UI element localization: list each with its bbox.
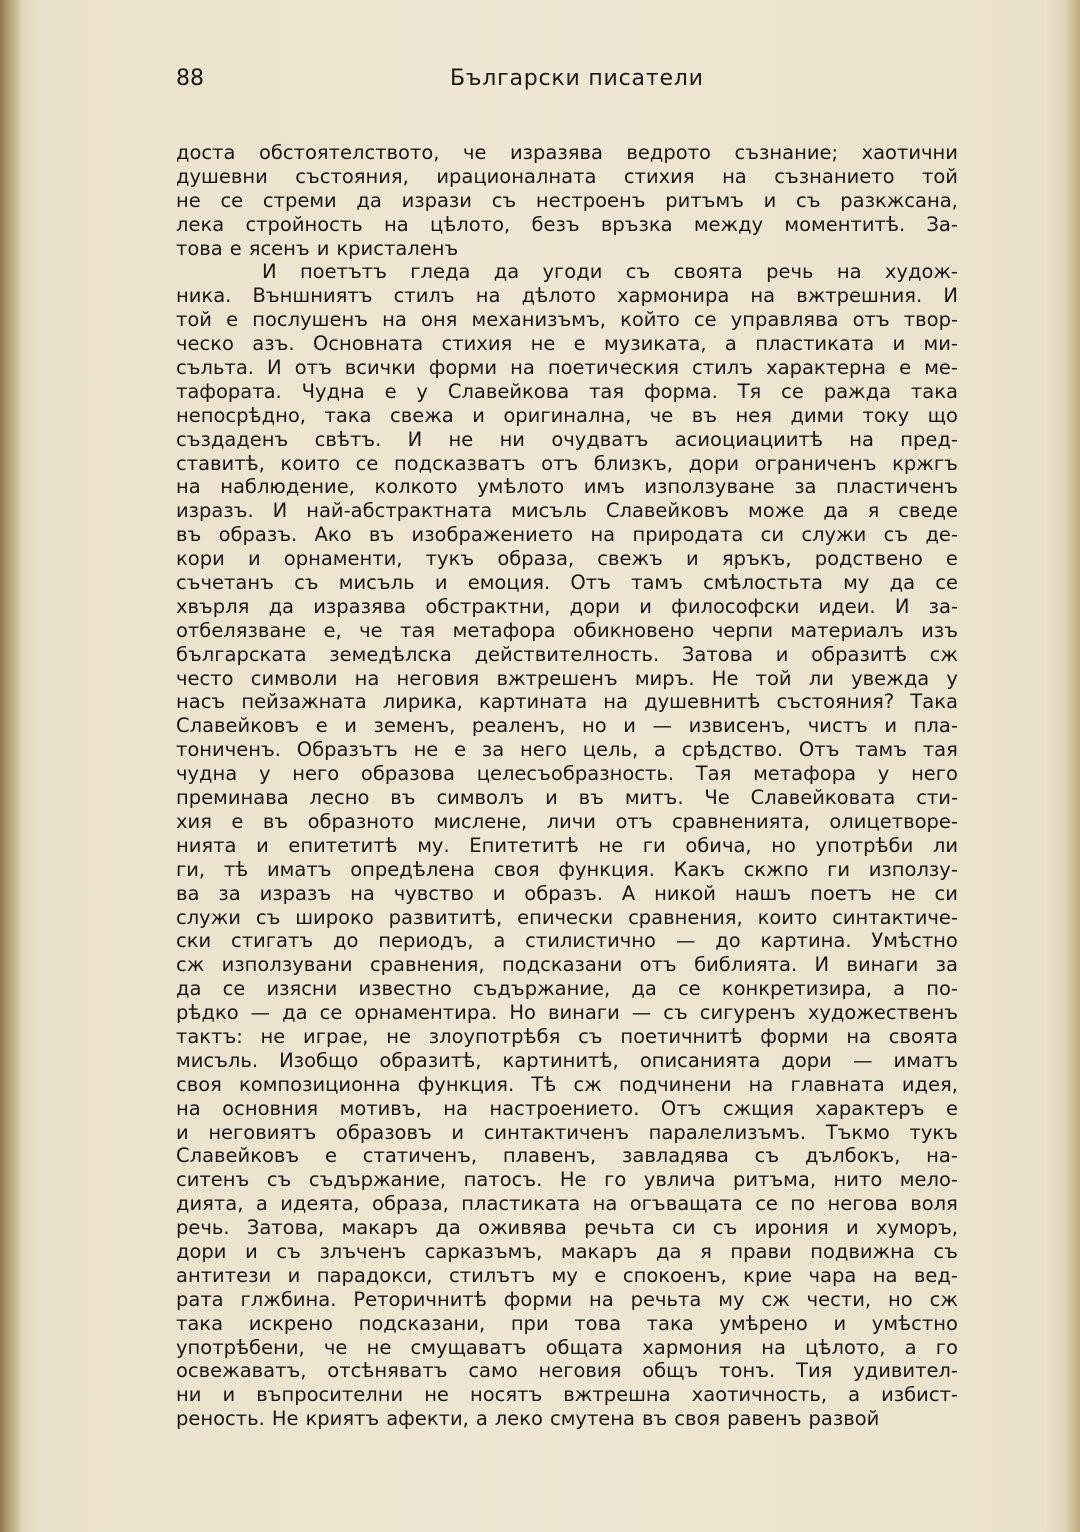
- text-line: на основния мотивъ, на настроението. Отъ сжщия характеръ е: [176, 1096, 958, 1120]
- text-line: съльта. И отъ всички форми на поетическия стилъ характерна е ме-: [176, 356, 958, 380]
- text-line: своя композиционна функция. Тѣ сж подчинени на главната идея,: [176, 1072, 958, 1096]
- text-line: отбелязване е, че тая метафора обикновено черпи материалъ изъ: [176, 618, 958, 642]
- text-line: създаденъ свѣтъ. И не ни очудватъ асиоциациитѣ на пред-: [176, 427, 958, 451]
- page-spine-shadow: [0, 0, 22, 1532]
- text-line: реность. Не криятъ афекти, а леко смутена въ своя равенъ развой: [176, 1407, 880, 1431]
- text-line: чудна у него образова целесъобразность. Тая метафора у него: [176, 762, 958, 786]
- text-line: да се изясни известно съдържание, да се конкретизира, а по-: [176, 977, 958, 1001]
- text-line: антитези и парадокси, стилътъ му е спокоенъ, крие чара на вед-: [176, 1263, 958, 1287]
- text-line: ва за изразъ на чувство и образъ. А никой нашъ поетъ не си: [176, 881, 958, 905]
- text-line: въ образъ. Ако въ изображението на природата си служи съ де-: [176, 523, 958, 547]
- text-line: той е послушенъ на оня механизъмъ, който се управлява отъ твор-: [176, 308, 958, 332]
- page-number: 88: [176, 66, 204, 91]
- text-line: тактъ: не играе, не злоупотрѣбя съ поетичнитѣ форми на своята: [176, 1024, 958, 1048]
- text-line: тафората. Чудна е у Славейкова тая форма. Тя се ражда така: [176, 379, 958, 403]
- text-line: ставитѣ, които се подсказватъ отъ близкъ, дори ограниченъ кржгъ: [176, 451, 958, 475]
- text-line: дията, а идеята, образа, пластиката на огъващата се по негова воля: [176, 1192, 958, 1216]
- text-line: съчетанъ съ мисъль и емоция. Отъ тамъ смѣлостьта му да се: [176, 571, 958, 595]
- text-line: употрѣбени, че не смущаватъ общата хармония на цѣлото, а го: [176, 1335, 958, 1359]
- text-line: ческо азъ. Основната стихия не е музиката, а пластиката и ми-: [176, 332, 958, 356]
- text-line: сж използувани сравнения, подсказани отъ библията. И винаги за: [176, 953, 958, 977]
- page-edge-shadow: [1064, 0, 1080, 1532]
- text-line: често символи на неговия вжтрешенъ миръ. Не той ли увежда у: [176, 666, 958, 690]
- page-header: [0, 62, 1080, 102]
- text-line: преминава лесно въ символъ и въ митъ. Че Славейковата сти-: [176, 786, 958, 810]
- running-title: Български писатели: [450, 66, 704, 91]
- text-line: хвърля да изразява обстрактни, дори и философски идеи. И за-: [176, 594, 958, 618]
- text-line: ни и въпросителни не носятъ вжтрешна хаотичность, а избист-: [176, 1383, 958, 1407]
- text-line: това е ясенъ и кристаленъ: [176, 236, 459, 260]
- text-line: насъ пейзажната лирика, картината на душевнитѣ състояния? Така: [176, 690, 958, 714]
- text-line: кори и орнаменти, тукъ образа, свежъ и яръкъ, родствено е: [176, 547, 958, 571]
- body-text: [176, 141, 958, 1431]
- text-line: изразъ. И най-абстрактната мисъль Славейковъ може да я сведе: [176, 499, 958, 523]
- text-line: И поетътъ гледа да угоди съ своята речь на худож-: [262, 260, 958, 284]
- text-line: служи съ широко развититѣ, епически сравнения, които синтактиче-: [176, 905, 958, 929]
- text-line: лека стройность на цѣлото, безъ връзка между моментитѣ. За-: [176, 212, 958, 236]
- text-line: на наблюдение, колкото умѣлото имъ използуване за пластиченъ: [176, 475, 958, 499]
- text-line: ски стигатъ до периодъ, а стилистично — до картина. Умѣстно: [176, 929, 958, 953]
- text-line: речь. Затова, макаръ да оживява речьта си съ ирония и хуморъ,: [176, 1216, 958, 1240]
- text-line: така искрено подсказани, при това така умѣрено и умѣстно: [176, 1311, 958, 1335]
- text-line: и неговиятъ образовъ и синтактиченъ паралелизъмъ. Тъкмо тукъ: [176, 1120, 958, 1144]
- text-line: ситенъ съ съдържание, патосъ. Не го увлича ритъма, нито мело-: [176, 1168, 958, 1192]
- text-line: тониченъ. Образътъ не е за него цель, а срѣдство. Отъ тамъ тая: [176, 738, 958, 762]
- text-line: българската земедѣлска действителность. Затова и образитѣ сж: [176, 642, 958, 666]
- text-line: непосрѣдно, така свежа и оригинална, че въ нея дими току що: [176, 403, 958, 427]
- text-line: доста обстоятелството, че изразява ведрото съзнание; хаотични: [176, 141, 958, 164]
- text-line: рата глжбина. Реторичнитѣ форми на речьта му сж чести, но сж: [176, 1287, 958, 1311]
- text-line: ги, тѣ иматъ опредѣлена своя функция. Какъ скжпо ги използу-: [176, 857, 958, 881]
- text-line: Славейковъ е статиченъ, плавенъ, завладява съ дълбокъ, на-: [176, 1144, 958, 1168]
- text-line: рѣдко — да се орнаментира. Но винаги — съ сигуренъ художественъ: [176, 1001, 958, 1025]
- text-line: мисъль. Изобщо образитѣ, картинитѣ, описанията дори — иматъ: [176, 1048, 958, 1072]
- text-line: освежаватъ, отсѣняватъ само неговия общъ тонъ. Тия удивител-: [176, 1359, 958, 1383]
- text-line: не се стреми да изрази съ нестроенъ ритъмъ и съ разкжсана,: [176, 188, 958, 212]
- text-line: душевни състояния, ирационалната стихия на съзнанието той: [176, 164, 958, 188]
- text-line: Славейковъ е и земенъ, реаленъ, но и — извисенъ, чистъ и пла-: [176, 714, 958, 738]
- text-line: нията и епитетитѣ му. Епитетитѣ не ги обича, но употрѣби ли: [176, 833, 958, 857]
- text-line: ника. Външниятъ стилъ на дѣлото хармонира на вжтрешния. И: [176, 284, 958, 308]
- text-line: хия е въ образното мислене, личи отъ сравненията, олицетворе-: [176, 809, 958, 833]
- text-line: дори и съ злъченъ сарказъмъ, макаръ да я прави подвижна съ: [176, 1239, 958, 1263]
